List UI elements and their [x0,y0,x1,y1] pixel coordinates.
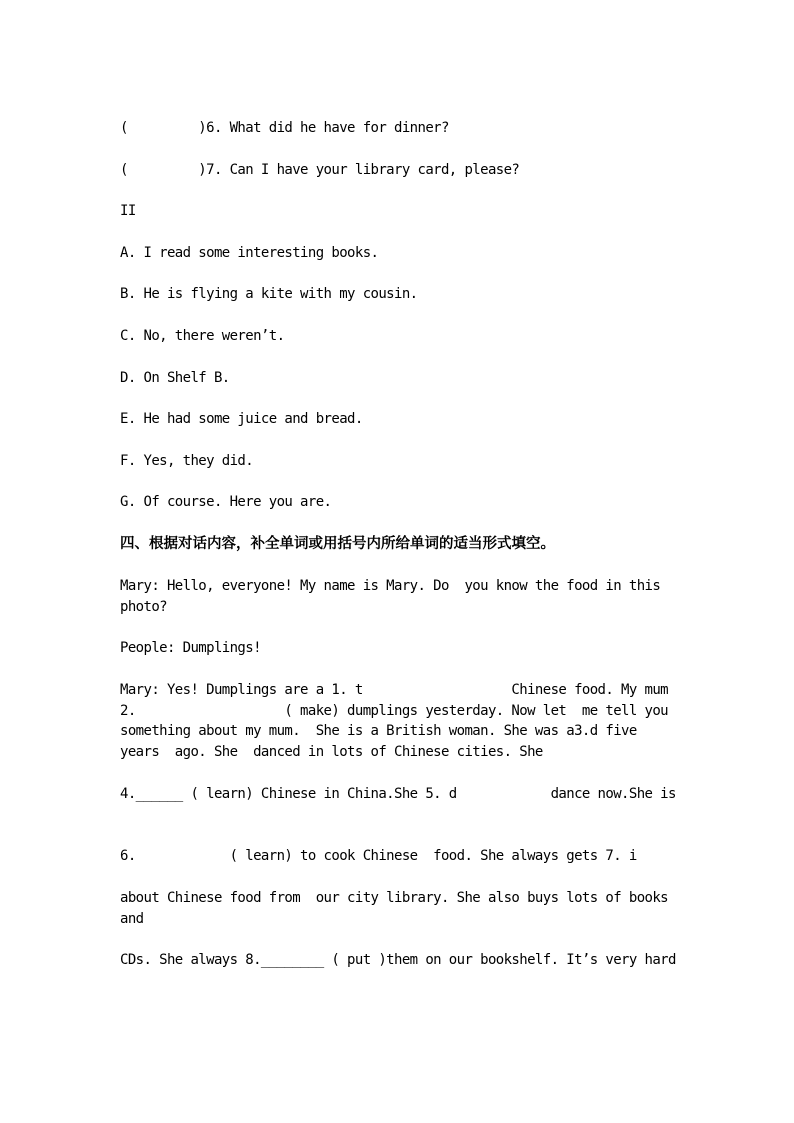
question-7: ( )7. Can I have your library card, please? [120,162,520,178]
answer-option-g: G. Of course. Here you are. [120,494,332,510]
answer-option-c: C. No, there weren’t. [120,328,285,344]
answer-option-b: B. He is flying a kite with my cousin. [120,286,418,302]
answer-option-e: E. He had some juice and bread. [120,411,363,427]
dialogue-line-blanks-4-5: 4.______ ( learn) Chinese in China.She 5. d dance now.She is [120,786,676,802]
dialogue-line-blank-8: CDs. She always 8.________ ( put )them on our bookshelf. It’s very hard [120,952,676,968]
dialogue-line-blanks-6-7: 6. ( learn) to cook Chinese food. She always gets 7. i [120,848,637,864]
section-marker: II [120,203,136,219]
answer-option-f: F. Yes, they did. [120,453,254,469]
section-four-heading: 四、根据对话内容，补全单词或用括号内所给单词的适当形式填空。 [120,536,555,552]
dialogue-paragraph-blanks-1-3: Mary: Yes! Dumplings are a 1. t Chinese food. My mum 2. ( make) dumplings yesterday. Now let me tell you something about my mum. She is a British woman. She was a3.d five years ago. She danced in lots of Chinese cities. She [120,682,676,760]
dialogue-line-library: about Chinese food from our city library. She also buys lots of books and [120,890,676,927]
answer-option-a: A. I read some interesting books. [120,245,379,261]
answer-option-d: D. On Shelf B. [120,370,230,386]
dialogue-line-people: People: Dumplings! [120,640,261,656]
dialogue-line-mary-intro: Mary: Hello, everyone! My name is Mary. Do you know the food in this photo? [120,578,669,615]
question-6: ( )6. What did he have for dinner? [120,120,449,136]
